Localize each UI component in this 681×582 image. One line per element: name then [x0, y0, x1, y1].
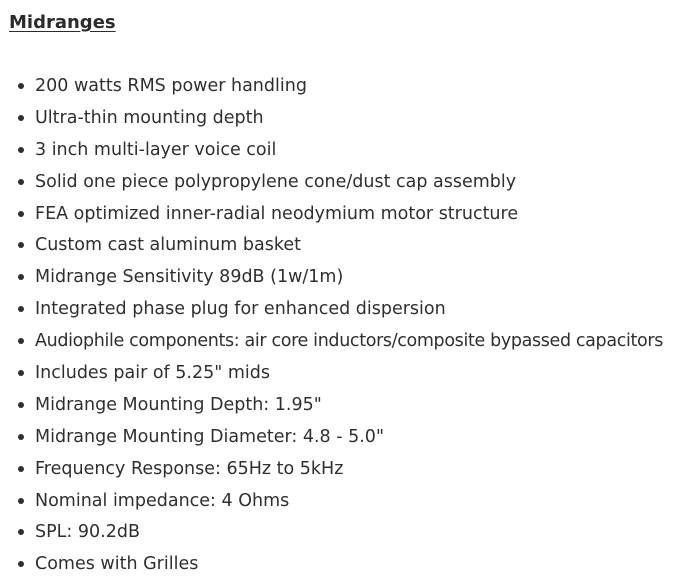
- bullet-icon: [18, 274, 24, 280]
- bullet-icon: [18, 529, 24, 535]
- spec-text: FEA optimized inner-radial neodymium motor structure: [35, 203, 519, 224]
- spec-text: Midrange Mounting Depth: 1.95": [35, 394, 322, 415]
- list-item: [0, 455, 681, 487]
- spec-text: Midrange Mounting Diameter: 4.8 - 5.0": [35, 426, 384, 447]
- list-item: [0, 423, 681, 455]
- spec-text: Custom cast aluminum basket: [35, 235, 301, 256]
- bullet-icon: [18, 402, 24, 408]
- spec-text: 200 watts RMS power handling: [35, 76, 307, 96]
- list-item: [0, 136, 681, 168]
- list-item: [0, 518, 681, 550]
- spec-text: Frequency Response: 65Hz to 5kHz: [35, 458, 344, 479]
- list-item: [0, 231, 681, 263]
- spec-text: Midrange Sensitivity 89dB (1w/1m): [35, 267, 344, 288]
- spec-text: SPL: 90.2dB: [35, 522, 140, 543]
- spec-text: Audiophile components: air core inductors/composite bypassed capacitors: [35, 331, 663, 352]
- spec-text: Includes pair of 5.25" mids: [35, 363, 270, 384]
- bullet-icon: [18, 306, 24, 312]
- bullet-icon: [18, 115, 24, 121]
- bullet-icon: [18, 561, 24, 567]
- bullet-icon: [18, 434, 24, 440]
- spec-text: Nominal impedance: 4 Ohms: [35, 490, 290, 511]
- bullet-icon: [18, 370, 24, 376]
- bullet-icon: [18, 83, 24, 89]
- spec-text: Solid one piece polypropylene cone/dust cap assembly: [35, 171, 517, 192]
- bullet-icon: [18, 338, 24, 344]
- list-item: [0, 327, 681, 359]
- bullet-icon: [18, 498, 24, 504]
- list-item: [0, 359, 681, 391]
- list-item: [0, 295, 681, 327]
- list-item: [0, 391, 681, 423]
- list-item: [0, 104, 681, 136]
- list-item: [0, 263, 681, 295]
- bullet-icon: [18, 147, 24, 153]
- list-item: [0, 487, 681, 519]
- bullet-icon: [18, 211, 24, 217]
- list-item: [0, 550, 681, 582]
- bullet-icon: [18, 242, 24, 248]
- spec-text: 3 inch multi-layer voice coil: [35, 139, 277, 160]
- bullet-icon: [18, 466, 24, 472]
- spec-text: Ultra-thin mounting depth: [35, 107, 264, 128]
- list-item: [0, 200, 681, 232]
- spec-text: Integrated phase plug for enhanced dispersion: [35, 299, 446, 320]
- list-item: [0, 72, 681, 104]
- section-heading: Midranges: [9, 12, 116, 33]
- spec-list: [0, 72, 681, 582]
- list-item: [0, 168, 681, 200]
- bullet-icon: [18, 179, 24, 185]
- spec-text: Comes with Grilles: [35, 554, 199, 575]
